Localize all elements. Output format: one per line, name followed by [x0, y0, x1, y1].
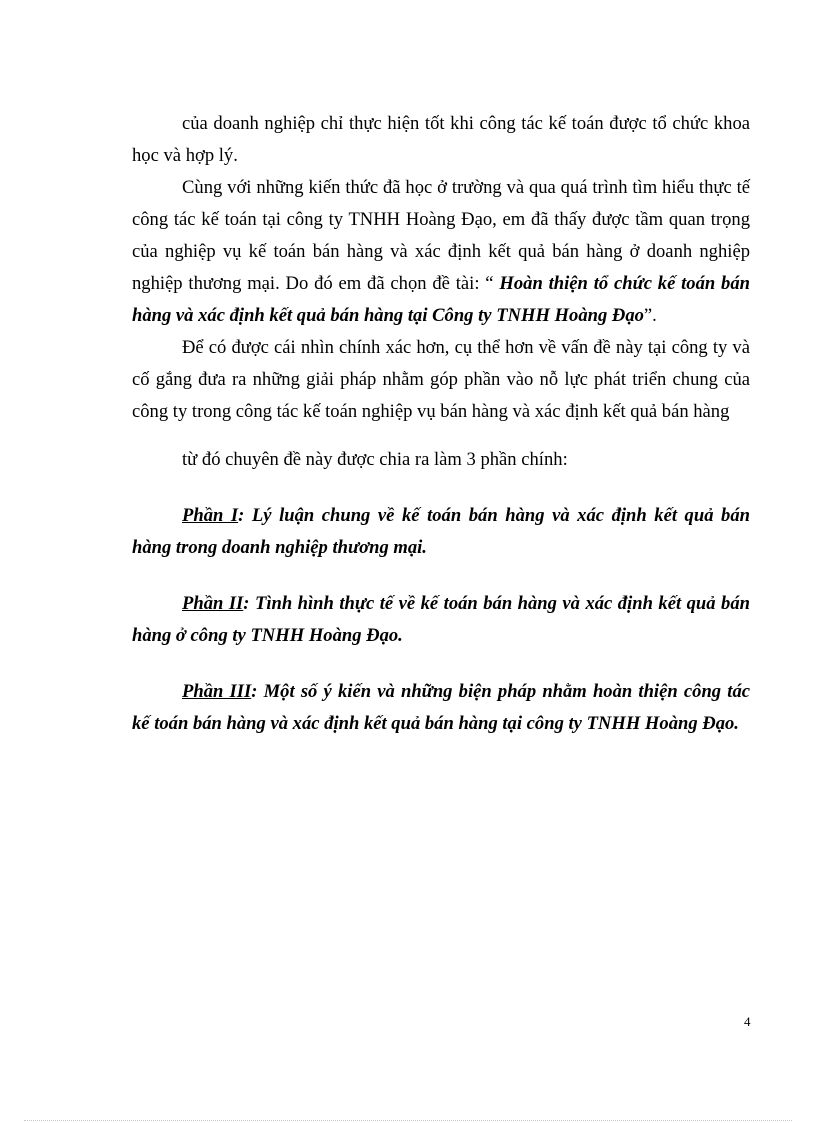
section-part-3-text: : Một số ý kiến và những biện pháp nhằm hoàn thiện công tác kế toán bán hàng và xác định kết quả bán hàng tại công ty TNHH Hoàng Đạo.: [132, 681, 750, 734]
paragraph-purpose: Để có được cái nhìn chính xác hơn, cụ thể hơn về vấn đề này tại công ty và cố gắng đưa ra những giải pháp nhằm góp phần vào nỗ lực phát triển chung của công ty trong công tác kế toán nghiệp vụ bán hàng và xác định kết quả bán hàng: [132, 337, 750, 422]
paragraph-structure-intro: từ đó chuyên đề này được chia ra làm 3 phần chính:: [182, 449, 568, 470]
paragraph-continuation: của doanh nghiệp chỉ thực hiện tốt khi công tác kế toán được tổ chức khoa học và hợp lý.: [132, 113, 750, 166]
paragraph-topic-intro: Cùng với những kiến thức đã học ở trường và qua quá trình tìm hiểu thực tế công tác kế toán tại công ty TNHH Hoàng Đạo, em đã thấy được tầm quan trọng của nghiệp vụ kế toán bán hàng và xác định kết quả bán hàng ở doanh nghiệp nghiệp thương mại. Do đó em đã chọn đề tài: “: [132, 177, 750, 294]
section-part-1: [132, 500, 750, 564]
section-part-1-label: Phần I: [182, 505, 239, 526]
section-part-2-text: : Tình hình thực tế về kế toán bán hàng và xác định kết quả bán hàng ở công ty TNHH Hoàng Đạo.: [132, 593, 750, 646]
section-part-2: [132, 588, 750, 652]
section-part-1-text: : Lý luận chung về kế toán bán hàng và xác định kết quả bán hàng trong doanh nghiệp thương mại.: [132, 505, 750, 558]
section-part-2-label: Phần II: [182, 593, 244, 614]
document-body: [132, 108, 750, 740]
thesis-topic-title: Hoàn thiện tổ chức kế toán bán hàng và xác định kết quả bán hàng tại Công ty TNHH Hoàng Đạo: [132, 273, 750, 326]
page-bottom-divider: [24, 1120, 792, 1121]
section-part-3-label: Phần III: [182, 681, 252, 702]
page-number: 4: [744, 1014, 751, 1029]
paragraph-topic-close: ”.: [643, 305, 657, 326]
paragraph-topic-choice: [132, 172, 750, 332]
section-part-3: [132, 676, 750, 740]
